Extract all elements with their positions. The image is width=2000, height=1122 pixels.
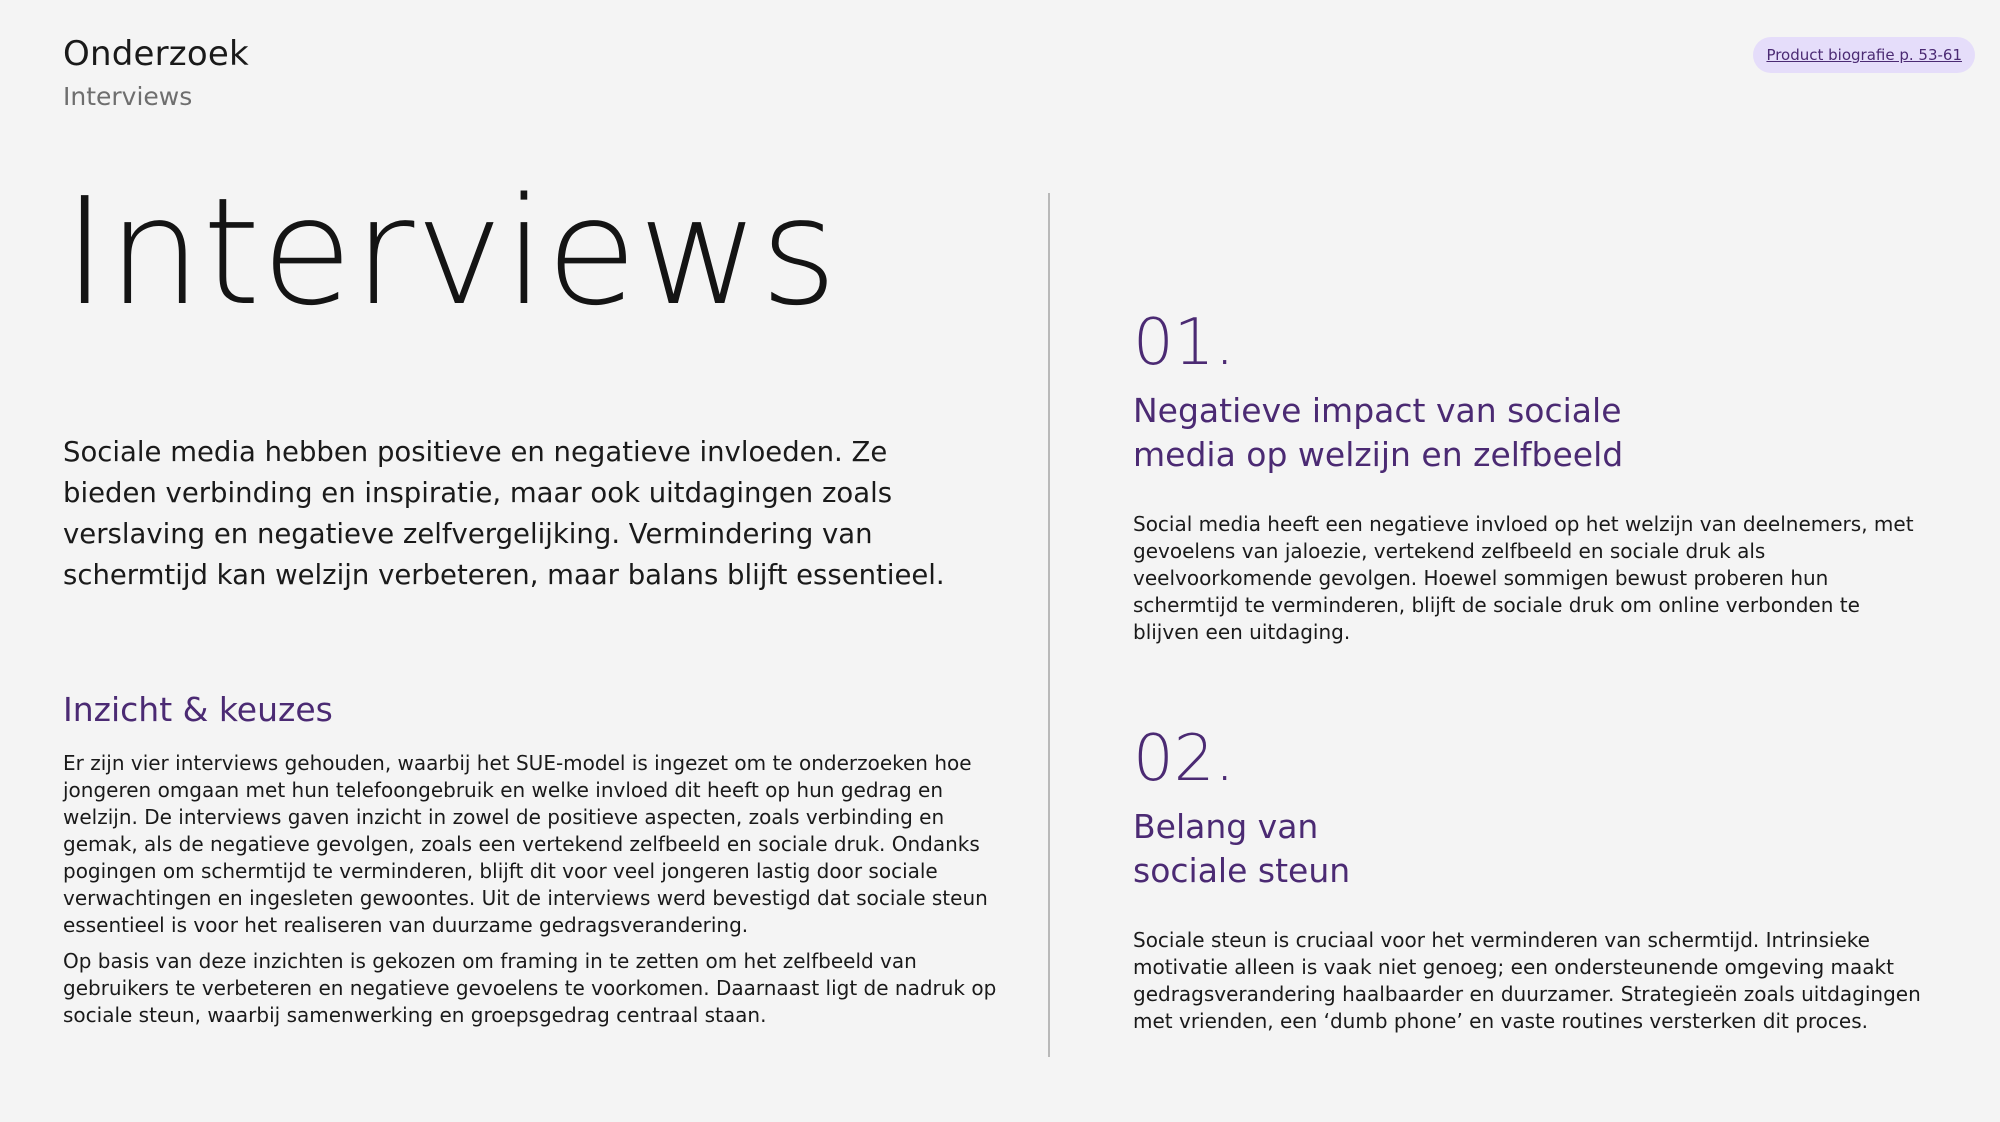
finding-body: Sociale steun is cruciaal voor het verminderen van schermtijd. Intrinsieke motivatie alleen is vaak niet genoeg; een ondersteunende omgeving maakt gedragsverandering haalbaarder en duurzamer. Strategieën zoals uitdagingen met vrienden, een ‘dumb phone’ en vaste routines versterken dit proces. [1133, 928, 1921, 1033]
finding-number: 02. [1133, 722, 1235, 796]
finding-body: Social media heeft een negatieve invloed op het welzijn van deelnemers, met gevoelens van jaloezie, vertekend zelfbeeld en sociale druk als veelvoorkomende gevolgen. Hoewel sommigen bewust proberen hun schermtijd te verminderen, blijft de sociale druk om online verbonden te blijven een uitdaging. [1133, 512, 1914, 644]
insight-body [63, 750, 1003, 1038]
section-title: Onderzoek [63, 34, 249, 74]
finding-title: Belang van sociale steun [1133, 807, 1351, 890]
reference-link[interactable]: Product biografie p. 53-61 [1753, 37, 1975, 73]
finding-2 [1133, 722, 1933, 1035]
page-title: Interviews [63, 166, 839, 338]
section-subtitle: Interviews [63, 82, 193, 111]
intro-text: Sociale media hebben positieve en negatieve invloeden. Ze bieden verbinding en inspiratie, maar ook uitdagingen zoals verslaving en negatieve zelfvergelijking. Vermindering van schermtijd kan welzijn verbeteren, maar balans blijft essentieel. [63, 436, 945, 591]
finding-number: 01. [1133, 306, 1235, 380]
column-divider [1048, 193, 1050, 1057]
insight-paragraph: Op basis van deze inzichten is gekozen om framing in te zetten om het zelfbeeld van gebruikers te verbeteren en negatieve gevoelens te voorkomen. Daarnaast ligt de nadruk op sociale steun, waarbij samenwerking en groepsgedrag centraal staan. [63, 949, 997, 1027]
finding-title: Negatieve impact van sociale media op welzijn en zelfbeeld [1133, 391, 1624, 474]
finding-1 [1133, 306, 1933, 646]
insight-paragraph: Er zijn vier interviews gehouden, waarbij het SUE-model is ingezet om te onderzoeken hoe jongeren omgaan met hun telefoongebruik en welke invloed dit heeft op hun gedrag en welzijn. De interviews gaven inzicht in zowel de positieve aspecten, zoals verbinding en gemak, als de negatieve gevolgen, zoals een vertekend zelfbeeld en sociale druk. Ondanks pogingen om schermtijd te verminderen, blijft dit voor veel jongeren lastig door sociale verwachtingen en ingesleten gewoontes. Uit de interviews werd bevestigd dat sociale steun essentieel is voor het realiseren van duurzame gedragsverandering. [63, 751, 988, 937]
insight-heading: Inzicht & keuzes [63, 690, 333, 729]
